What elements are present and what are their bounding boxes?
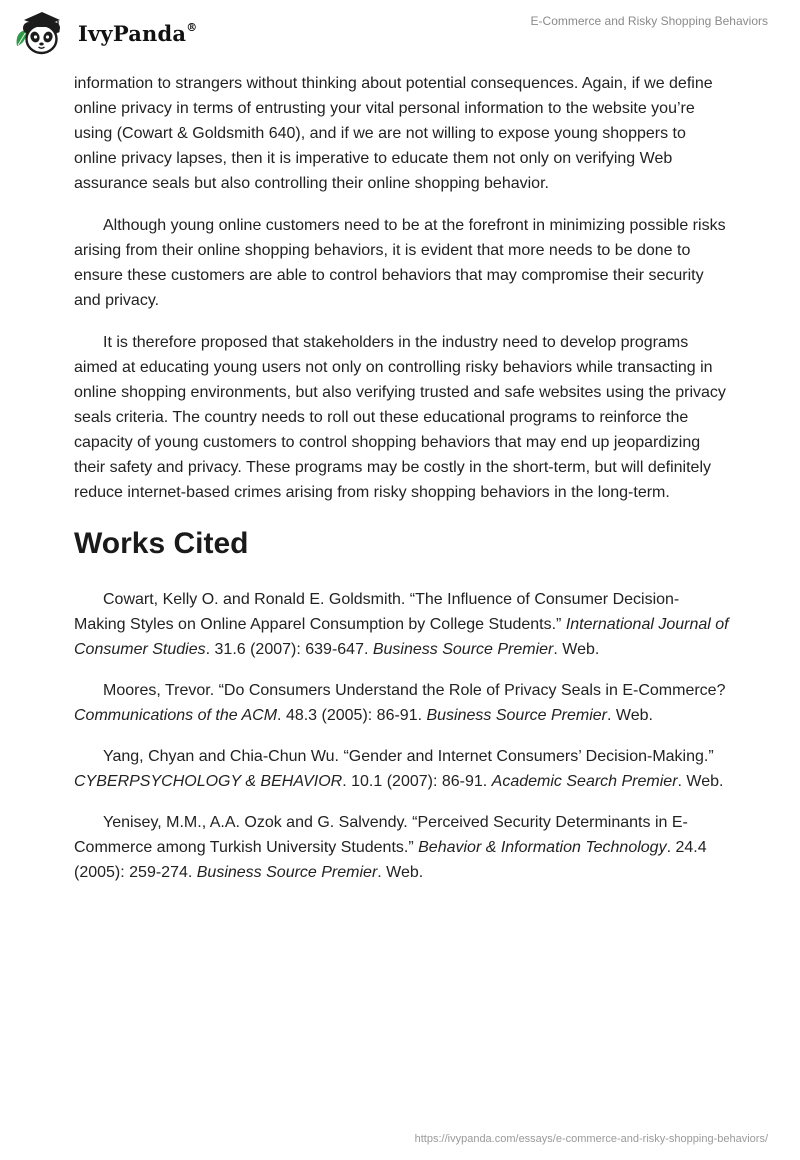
running-title: E-Commerce and Risky Shopping Behaviors [530,14,768,28]
registered-mark: ® [186,20,198,34]
journal-title: Communications of the ACM [74,707,278,724]
panda-graduate-icon [14,6,72,58]
works-cited-heading: Works Cited [74,527,249,560]
page-header [0,0,800,70]
citation-entry: Moores, Trevor. “Do Consumers Understand the Role of Privacy Seals in E-Commerce? Communications of the ACM. 48.3 (2005): 86-91. Business Source Premier. Web. [74,682,726,724]
citation-entry: Yenisey, M.M., A.A. Ozok and G. Salvendy. “Perceived Security Determinants in E-Commerce among Turkish University Students.” Behavior & Information Technology. 24.4 (2005): 259-274. Business Source Premier. Web. [74,814,707,881]
database-name: Business Source Premier [196,864,378,881]
database-name: Business Source Premier [426,707,607,724]
essay-content [74,71,729,901]
body-paragraph: Although young online customers need to be at the forefront in minimizing possible risks arising from their online shopping behaviors, it is evident that more needs to be done to ensure these customers are able to control behaviors that may compromise their security and privacy. [74,217,726,309]
brand-name: IvyPanda® [78,20,198,46]
ivypanda-logo[interactable] [14,6,197,58]
body-paragraph: It is therefore proposed that stakeholders in the industry need to develop programs aimed at educating young users not only on controlling risky behaviors while transacting in online shopping environments, but also verifying trusted and safe websites using the privacy seals criteria. The country needs to roll out these educational programs to reinforce the capacity of young customers to control shopping behaviors that may end up jeopardizing their safety and privacy. These programs may be costly in the short-term, but will definitely reduce internet-based crimes arising from risky shopping behaviors in the long-term. [74,334,726,501]
database-name: Academic Search Premier [491,773,678,790]
journal-title: Behavior & Information Technology [418,839,667,856]
citation-entry: Cowart, Kelly O. and Ronald E. Goldsmith. “The Influence of Consumer Decision-Making Styles on Online Apparel Consumption by College Students.” International Journal of Consumer Studies. 31.6 (2007): 639-647. Business Source Premier. Web. [74,591,729,658]
citation-entry: Yang, Chyan and Chia-Chun Wu. “Gender and Internet Consumers’ Decision-Making.” CYBERPSYCHOLOGY & BEHAVIOR. 10.1 (2007): 86-91. Academic Search Premier. Web. [74,748,724,790]
journal-title: CYBERPSYCHOLOGY & BEHAVIOR [74,773,343,790]
journal-title: International Journal of Consumer Studies [74,616,729,658]
body-paragraph: information to strangers without thinking about potential consequences. Again, if we define online privacy in terms of entrusting your vital personal information to the website you’re using (Cowart & Goldsmith 640), and if we are not willing to expose young shoppers to online privacy lapses, then it is imperative to educate them not only on verifying Web assurance seals but also controlling their online shopping behavior. [74,75,713,192]
database-name: Business Source Premier [372,641,554,658]
works-cited-list [74,587,729,885]
source-url[interactable]: https://ivypanda.com/essays/e-commerce-and-risky-shopping-behaviors/ [414,1133,768,1145]
